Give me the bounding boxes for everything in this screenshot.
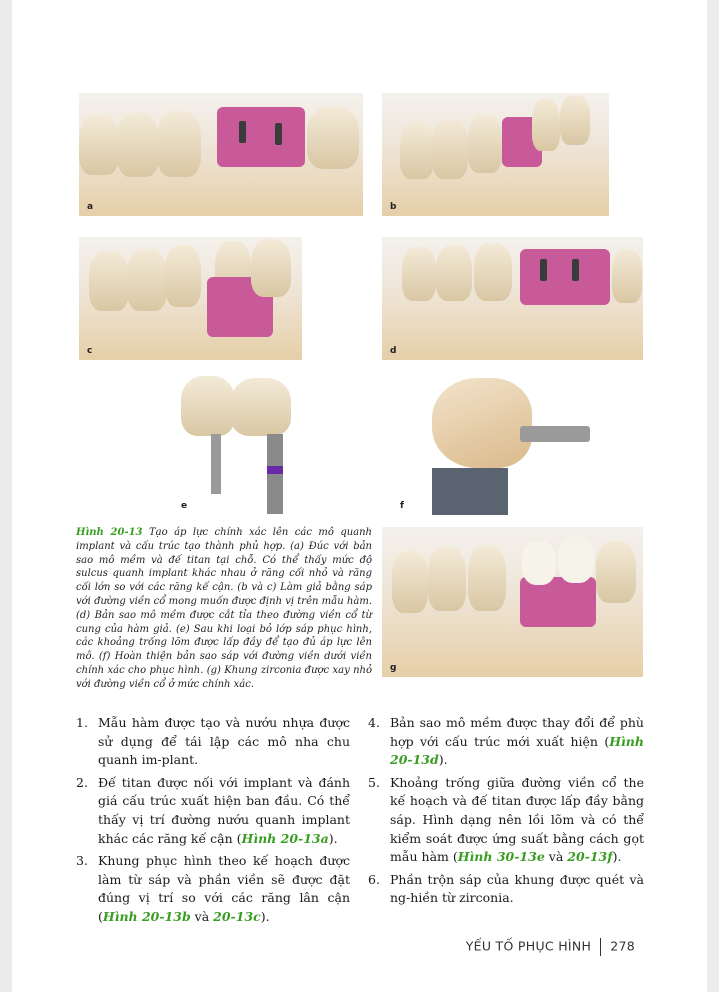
figure-ref[interactable]: Hình 20-13d: [390, 733, 644, 768]
figure-c: [79, 237, 302, 360]
figure-d: [382, 237, 643, 360]
figure-e: [79, 372, 302, 515]
list-item: 5. Khoảng trống giữa đường viền cổ the kế hoạch và đế titan được lấp đầy bằng sáp. Hình dạng nên lồi lõm và có thể kiểm soát được ứng suất bằng cách gọt mẫu hàm (Hình 30-13e và 20-13f).: [368, 774, 644, 865]
figure-ref[interactable]: Hình 30-13e: [457, 849, 545, 865]
figure-label-g: g: [390, 663, 397, 673]
figure-a: [79, 93, 363, 216]
footer-divider: [600, 938, 601, 956]
section-title: YẾU TỐ PHỤC HÌNH: [465, 938, 592, 954]
figure-caption: [76, 526, 372, 692]
figure-f: [392, 372, 601, 515]
steps-list-left: [76, 714, 350, 931]
figure-ref[interactable]: 20-13c: [213, 908, 261, 924]
figure-label-a: a: [87, 202, 94, 212]
figure-g: [382, 527, 643, 677]
figure-label-b: b: [390, 202, 397, 212]
page-number: 278: [610, 938, 635, 954]
page-footer: [466, 938, 635, 956]
steps-list-right: [368, 714, 644, 912]
figure-ref[interactable]: Hình 20-13a: [241, 830, 329, 846]
figure-ref[interactable]: 20-13f: [567, 849, 613, 865]
figure-label-d: d: [390, 346, 397, 356]
list-item: 6. Phần trộn sáp của khung được quét và ng-hiền từ zirconia.: [368, 871, 644, 906]
list-item: 3. Khung phục hình theo kế hoạch được làm từ sáp và phần viền sẽ được đặt đúng vị trí so với các răng lân cận (Hình 20-13b và 20-13c).: [76, 853, 350, 924]
caption-lead: Hình 20-13: [76, 527, 143, 538]
list-item: 2. Đế titan được nối với implant và đánh giá cấu trúc xuất hiện ban đầu. Có thể thấy vị trí đường nướu quanh implant khác các răng kế cận (Hình 20-13a).: [76, 774, 350, 846]
list-item: 4. Bản sao mô mềm được thay đổi để phù hợp với cấu trúc mới xuất hiện (Hình 20-13d).: [368, 715, 644, 768]
page: [12, 0, 707, 992]
figure-ref[interactable]: Hình 20-13b: [102, 908, 191, 924]
figure-b: [382, 93, 609, 216]
figure-label-f: f: [400, 501, 404, 511]
figure-label-e: e: [181, 501, 188, 511]
figure-label-c: c: [87, 346, 93, 356]
caption-text: Tạo áp lực chính xác lên các mô quanh implant và cấu trúc tạo thành phủ hợp. (a) Đúc với bản sao mô mềm và đế titan tại chỗ. Có thể thấy mức độ sulcus quanh implant khác nhau ở răng cối nhỏ và răng cối lớn so với các răng kế cận. (b và c) Làm giả bằng sáp với đường viền cổ mong muốn được định vị trên mẫu hàm. (d) Bản sao mô mềm được cắt tỉa theo đường viền cổ từ cung của hàm giả. (e) Sau khi loại bỏ lớp sáp phục hình, các khoảng trống lõm được lấp đầy để tạo đủ áp lực lên mô. (f) Hoàn thiện bản sao sáp với đường viền dưới viền chính xác cho phục hình. (g) Khung zirconia được xay nhỏ với đường viền cổ ở mức chính xác.: [76, 527, 373, 690]
list-item: 1. Mẫu hàm được tạo và nướu nhựa được sử dụng để tái lập các mô nha chu quanh im-plant.: [76, 715, 350, 768]
